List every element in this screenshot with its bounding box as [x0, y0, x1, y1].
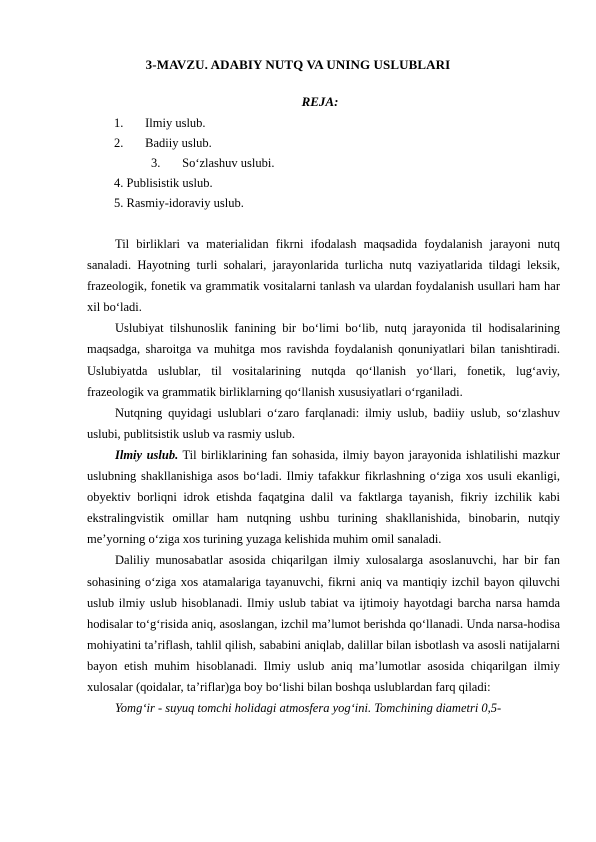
page-title: 3-MAVZU. ADABIY NUTQ VA UNING USLUBLARI	[145, 57, 451, 72]
plan-item-text: 4. Publisistik uslub.	[114, 176, 213, 190]
plan-heading: REJA:	[301, 94, 339, 109]
plan-item-5	[114, 196, 244, 211]
plan-item-text: So‘zlashuv uslubi.	[182, 156, 275, 170]
plan-item-3	[151, 156, 274, 171]
paragraph: Daliliy munosabatlar asosida chiqarilgan ilmiy xulosalarga asoslanuvchi, har bir fan sohasining o‘ziga xos atamalariga tayanuvchi, fikrni aniq va mantiqiy izchil bayon qiluvchi uslub ilmiy uslub hisoblanadi. Ilmiy uslub tabiat va ijtimoiy hayotdagi barcha narsa hamda hodisalar to‘g‘risida aniq, asoslangan, izchil ma’lumot berishda qo‘llanadi. Unda narsa-hodisa mohiyatini ta’riflash, tahlil qilish, sababini aniqlab, dalillar bilan isbotlash va asosli natijalarni bayon etish muhim hisoblanadi. Ilmiy uslub aniq ma’lumotlar asosida chiqarilgan ilmiy xulosalar (qoidalar, ta’riflar)ga boy bo‘lishi bilan boshqa uslublardan farq qiladi:	[87, 553, 560, 694]
plan-item-text: 5. Rasmiy-idoraviy uslub.	[114, 196, 244, 210]
plan-item-number: 1.	[114, 116, 124, 130]
section-lead: Ilmiy uslub.	[115, 447, 179, 462]
plan-item-number: 2.	[114, 136, 124, 150]
example-line: Yomg‘ir - suyuq tomchi holidagi atmosfera yog‘ini. Tomchining diametri 0,5-	[115, 701, 502, 716]
plan-item-number: 3.	[151, 156, 161, 170]
plan-item-2	[114, 136, 212, 151]
body-text	[87, 234, 560, 719]
plan-item-text: Ilmiy uslub.	[145, 116, 206, 130]
paragraph: Uslubiyat tilshunoslik fanining bir bo‘limi bo‘lib, nutq jarayonida til hodisalarining maqsadga, sharoitga va muhitga mos ravishda foydalanish qonuniyatlari bilan tanishtiradi. Uslubiyatda uslublar, til vositalarining nutqda qo‘llanish yo‘llari, fonetik, lug‘aviy, frazeologik va grammatik birliklarning qo‘llanish xususiyatlari o‘rganiladi.	[87, 321, 560, 399]
plan-item-1	[114, 116, 206, 131]
paragraph-ilmiy-uslub	[87, 445, 560, 550]
section-text: Til birliklarining fan sohasida, ilmiy bayon jarayonida ishlatilishi mazkur uslubning shakllanishiga asos bo‘ladi. Ilmiy tafakkur fikrlashning o‘ziga xos usuli ekanligi, obyektiv borliqni idrok etishda faqatgina dalil va faktlarga tayanish, fikriy izchilik kabi ekstralingvistik omillar ham nutqning ushbu turining shakllanishida, binobarin, nutqiy me’yorning o‘ziga xos turining yuzaga kelishida muhim omil sanaladi.	[87, 447, 560, 547]
paragraph: Nutqning quyidagi uslublari o‘zaro farqlanadi: ilmiy uslub, badiiy uslub, so‘zlashuv uslubi, publitsistik uslub va rasmiy uslub.	[87, 405, 560, 441]
plan-item-4	[114, 176, 213, 191]
paragraph: Til birliklari va materialidan fikrni ifodalash maqsadida foydalanish jarayoni nutq sanaladi. Hayotning turli sohalari, jarayonlarida turlicha nutq vaziyatlarida tildagi leksik, frazeologik, fonetik va grammatik vositalarni tanlash va ulardan foydalanish usullari ham har xil bo‘ladi.	[87, 237, 560, 315]
plan-item-text: Badiiy uslub.	[145, 136, 212, 150]
